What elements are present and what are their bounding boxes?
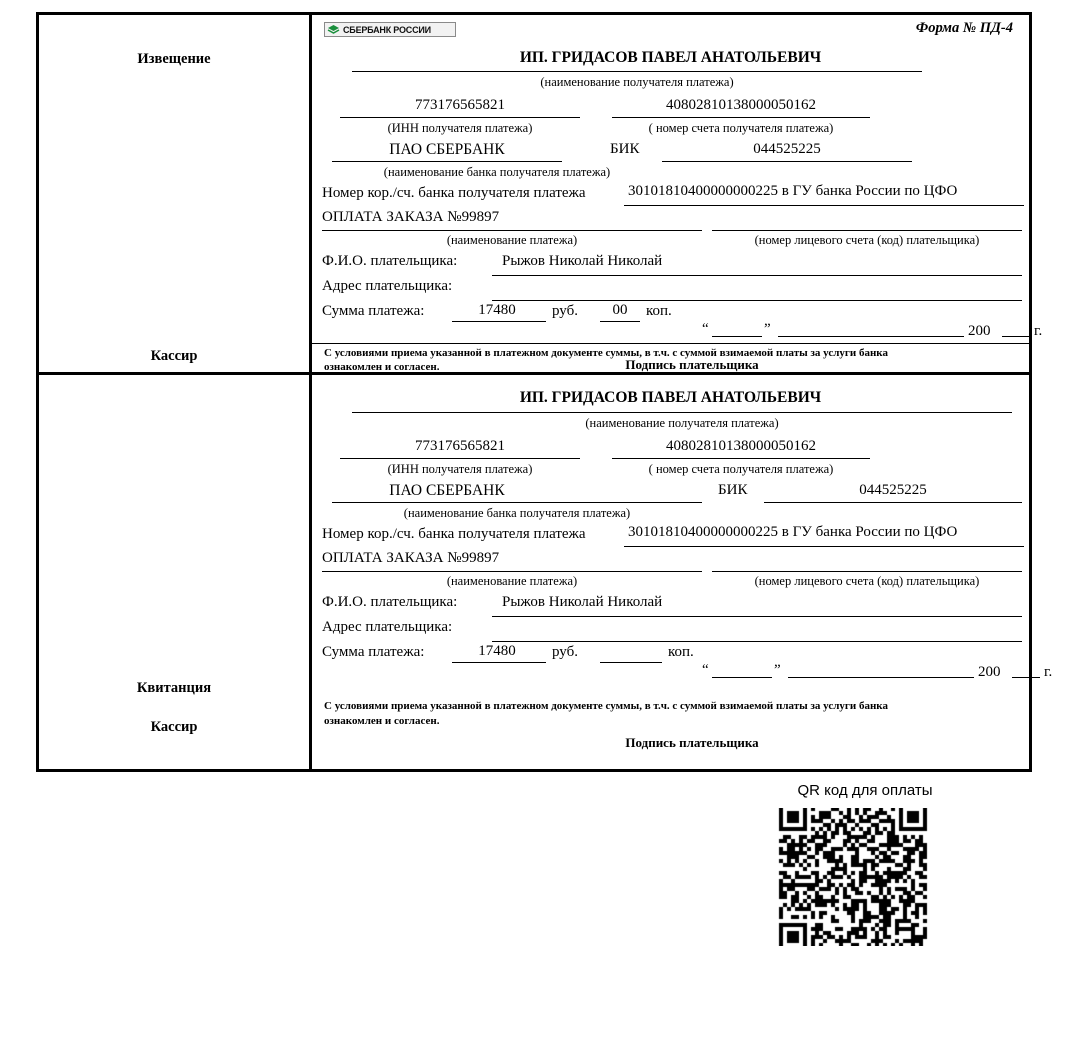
qr-code bbox=[778, 808, 928, 946]
payee-name-caption-bottom: (наименование получателя платежа) bbox=[585, 416, 779, 430]
receipt-body bbox=[312, 375, 1053, 769]
amount-label-top: Сумма платежа: bbox=[322, 303, 425, 319]
date-quote-close-top: ” bbox=[764, 321, 771, 337]
payment-purpose-bottom: ОПЛАТА ЗАКАЗА №99897 bbox=[322, 550, 500, 566]
bik-value-top: 044525225 bbox=[753, 141, 821, 157]
inn-value-top: 773176565821 bbox=[415, 97, 505, 113]
sberbank-logo bbox=[324, 22, 456, 37]
notice-body bbox=[312, 15, 1043, 373]
terms-line2-top: ознакомлен и согласен. bbox=[324, 361, 440, 373]
signature-label-top: Подпись плательщика bbox=[625, 357, 759, 372]
terms-line1-bottom: С условиями приема указанной в платежном документе суммы, в т.ч. с суммой взимаемой платы за услуги банка bbox=[324, 700, 888, 712]
personal-account-caption-top: (номер лицевого счета (код) плательщика) bbox=[754, 233, 980, 247]
receipt-stub-label: Квитанция bbox=[136, 680, 212, 696]
bank-name-top: ПАО СБЕРБАНК bbox=[389, 141, 505, 158]
personal-account-caption-bottom: (номер лицевого счета (код) плательщика) bbox=[754, 574, 980, 588]
year-suffix-bottom: г. bbox=[1044, 664, 1053, 680]
payment-purpose-caption-bottom: (наименование платежа) bbox=[446, 574, 578, 588]
rub-word-top: руб. bbox=[552, 303, 578, 319]
qr-caption: QR код для оплаты bbox=[797, 782, 933, 799]
year-suffix-top: г. bbox=[1034, 323, 1043, 339]
account-caption-bottom: ( номер счета получателя платежа) bbox=[648, 462, 834, 476]
payment-form bbox=[36, 12, 1053, 772]
bank-name-caption-bottom: (наименование банка получателя платежа) bbox=[403, 506, 631, 520]
payer-name-bottom: Рыжов Николай Николай bbox=[502, 594, 663, 610]
date-quote-close-bottom: ” bbox=[774, 662, 781, 678]
form-number: Форма № ПД-4 bbox=[915, 20, 1013, 36]
notice-stub bbox=[39, 15, 312, 372]
corr-label-bottom: Номер кор./сч. банка получателя платежа bbox=[322, 526, 586, 542]
bik-value-bottom: 044525225 bbox=[859, 482, 927, 498]
terms-line1-top: С условиями приема указанной в платежном документе суммы, в т.ч. с суммой взимаемой платы за услуги банка bbox=[324, 347, 888, 359]
inn-value-bottom: 773176565821 bbox=[415, 438, 505, 454]
receipt-stub bbox=[39, 375, 312, 769]
payment-purpose-caption-top: (наименование платежа) bbox=[446, 233, 578, 247]
amount-kop-top: 00 bbox=[612, 302, 628, 318]
payment-purpose-top: ОПЛАТА ЗАКАЗА №99897 bbox=[322, 209, 500, 225]
year-prefix-top: 200 bbox=[968, 323, 991, 339]
payee-name-bottom: ИП. ГРИДАСОВ ПАВЕЛ АНАТОЛЬЕВИЧ bbox=[519, 389, 822, 406]
payer-name-top: Рыжов Николай Николай bbox=[502, 253, 663, 269]
bik-label-bottom: БИК bbox=[718, 482, 748, 498]
amount-rub-top: 17480 bbox=[478, 302, 516, 318]
rub-word-bottom: руб. bbox=[552, 644, 578, 660]
kop-word-bottom: коп. bbox=[668, 644, 694, 660]
year-prefix-bottom: 200 bbox=[978, 664, 1001, 680]
payer-name-label-bottom: Ф.И.О. плательщика: bbox=[322, 594, 458, 610]
notice-section bbox=[39, 15, 1043, 375]
payer-address-label-bottom: Адрес плательщика: bbox=[322, 619, 453, 635]
account-caption-top: ( номер счета получателя платежа) bbox=[648, 121, 834, 135]
sberbank-logo-text: СБЕРБАНК РОССИИ bbox=[343, 24, 431, 35]
date-quote-open-top: “ bbox=[702, 321, 709, 337]
account-value-bottom: 40802810138000050162 bbox=[666, 438, 816, 454]
signature-label-bottom: Подпись плательщика bbox=[625, 735, 759, 750]
cashier-stub-label-top: Кассир bbox=[150, 348, 198, 364]
corr-value-top: 30101810400000000225 в ГУ банка России по ЦФО bbox=[628, 183, 958, 199]
sberbank-mark-icon bbox=[327, 24, 340, 35]
inn-caption-top: (ИНН получателя платежа) bbox=[387, 121, 533, 135]
payer-name-label-top: Ф.И.О. плательщика: bbox=[322, 253, 458, 269]
bik-label-top: БИК bbox=[610, 141, 640, 157]
account-value-top: 40802810138000050162 bbox=[666, 97, 816, 113]
bank-name-caption-top: (наименование банка получателя платежа) bbox=[383, 165, 611, 179]
cashier-stub-label-bottom: Кассир bbox=[150, 719, 198, 735]
notice-stub-label: Извещение bbox=[137, 51, 211, 67]
corr-value-bottom: 30101810400000000225 в ГУ банка России по ЦФО bbox=[628, 524, 958, 540]
inn-caption-bottom: (ИНН получателя платежа) bbox=[387, 462, 533, 476]
payee-name-top: ИП. ГРИДАСОВ ПАВЕЛ АНАТОЛЬЕВИЧ bbox=[519, 49, 822, 66]
payee-name-caption-top: (наименование получателя платежа) bbox=[540, 75, 734, 89]
amount-rub-bottom: 17480 bbox=[478, 643, 516, 659]
amount-label-bottom: Сумма платежа: bbox=[322, 644, 425, 660]
kop-word-top: коп. bbox=[646, 303, 672, 319]
terms-line2-bottom: ознакомлен и согласен. bbox=[324, 715, 440, 727]
corr-label-top: Номер кор./сч. банка получателя платежа bbox=[322, 185, 586, 201]
bank-name-bottom: ПАО СБЕРБАНК bbox=[389, 482, 505, 499]
payer-address-label-top: Адрес плательщика: bbox=[322, 278, 453, 294]
date-quote-open-bottom: “ bbox=[702, 662, 709, 678]
receipt-section bbox=[39, 375, 1053, 769]
